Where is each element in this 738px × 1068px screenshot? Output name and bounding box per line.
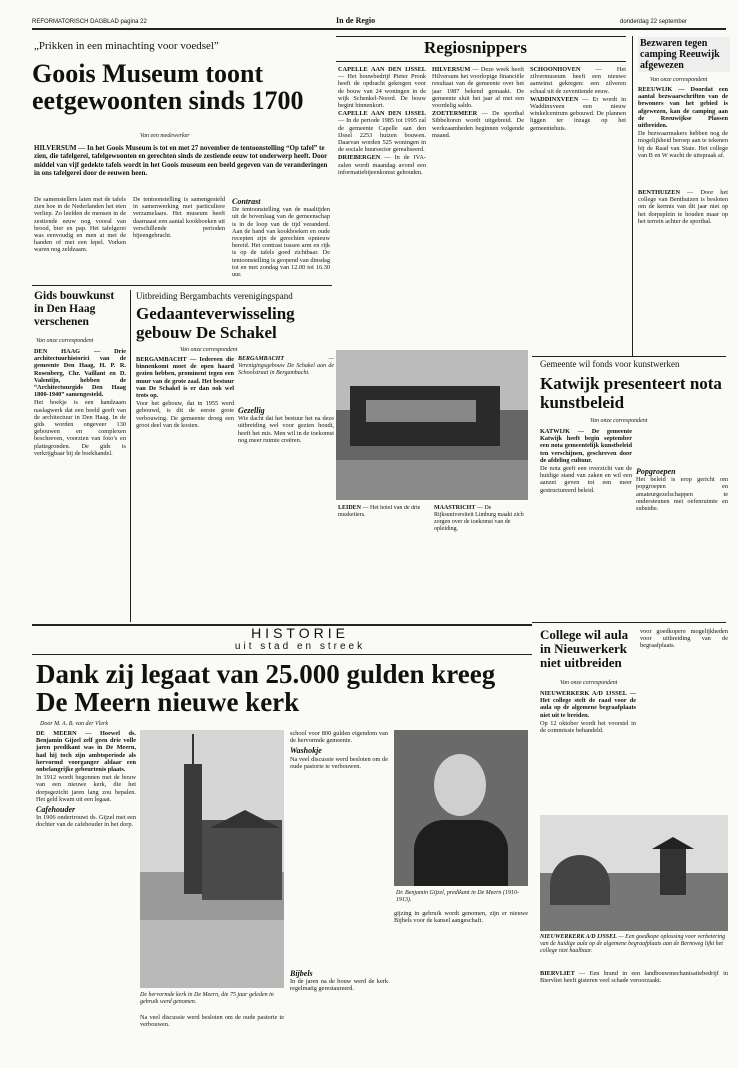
- college-side-text: voor goedkopere mogelijkheden voor uitbreiding van de begraafplaats.: [640, 628, 728, 650]
- main-col-1: [34, 196, 126, 282]
- katwijk-kicker: Gemeente wil fonds voor kunstwerken: [540, 359, 680, 369]
- historie-text-3b: Na veel discussie werd besloten om de oude pastorie te verbouwen.: [290, 755, 388, 770]
- page-date: donderdag 22 september: [620, 19, 688, 25]
- nieuwerkerk-caption: Een goedkope oplossing voor verbetering van de huidige aula op de algemene begraafplaats aan de Bermweg lijkt het college niet haalbaar.: [540, 934, 726, 954]
- main-headline: Goois Museum toont eetgewoonten sinds 1700: [32, 59, 304, 115]
- main-subhead-contrast: Contrast: [232, 197, 261, 206]
- bouwkunst-lead: DEN HAAG — Drie architectuurhistorici van de gemeente Den Haag, H. P. R. Rosenberg, Chr. Vaillant en D. Valentijn, hebben de “Architectuurgids Den Haag 1800-1940” samengesteld.: [34, 348, 126, 399]
- maastricht-caption: De Rijksuniversiteit Limburg maakt zich zorgen over de toekomst van de opleiding.: [434, 505, 524, 532]
- historie-col-church-bottom: [140, 1014, 284, 1050]
- main-byline: Van een medewerker: [140, 133, 190, 139]
- bezwaren-lead: REEUWIJK — Doordat een aantal bezwaarschriften van de bewoners van het gebied is afgewezen, kan de camping aan de Reeuwijkse Plassen uitbreiden.: [638, 86, 728, 130]
- historie-byline: Door M. A. B. van der Vlerk: [40, 721, 109, 727]
- regio-col-3: [530, 66, 626, 286]
- historie-text-3: Na veel discussie werd besloten om de oude pastorie te verbouwen.: [140, 1014, 284, 1029]
- college-side: [640, 628, 728, 810]
- katwijk-text-2: Het beleid is erop gericht om popgroepen en amateurgezelschappen te ondersteunen met oefenruimte en subsidie.: [636, 476, 728, 513]
- historie-col-4: [394, 910, 528, 1050]
- historie-lead: DE MEERN — Hoewel ds. Benjamin Gijzel zelf geen drie volle jaren predikant was in De Meern, had hij toch zijn ambtsperiode als hervormd voorganger aldaar een onbelangrijke gebeurtenis plaats.: [36, 730, 136, 774]
- leiden-cap-place: LEIDEN: [338, 505, 362, 511]
- katwijk-byline: Van onze correspondent: [590, 418, 648, 424]
- bezwaren-sub: BENTHUIZEN: [638, 189, 680, 197]
- bezwaren-headline: Bezwaren tegen camping Reeuwijk afgewezen: [638, 37, 730, 72]
- maastricht-caption-box: MAASTRICHT — De Rijksuniversiteit Limburg maakt zich zorgen over de toekomst van de opleiding.: [434, 505, 524, 532]
- schakel-text: Voor het gebouw, dat in 1955 werd gebouwd, is dit de eerste grote verbouwing. De gemeente droeg een groot deel van de kosten.: [136, 400, 234, 429]
- portrait-photo: [394, 730, 528, 886]
- main-text-1: De samenstellers laten met de tafels zien hoe in de Nederlanden het eten verliep. Zo leefden de mensen in de zestiende eeuw nog vooral van brood, bier en pap. Het tafelgerei was eenvoudig en men at met de handen of met een lepel. Vorken waren nog zeldzaam.: [34, 196, 126, 254]
- katwijk-col-2: [636, 428, 728, 616]
- bouwkunst-byline: Van onze correspondent: [36, 338, 94, 344]
- katwijk-subhead: Popgroepen: [636, 467, 676, 476]
- historie-text: In 1912 wordt begonnen met de bouw van een nieuwe kerk, die het dorpsgezicht jaren lang zou bepalen. Het geld kwam uit een legaat.: [36, 774, 136, 803]
- bouwkunst-body: [34, 348, 126, 622]
- historie-sublabel: uit stad en streek: [234, 641, 366, 652]
- section-title: In de Regio: [336, 16, 376, 25]
- schakel-byline: Van onze correspondent: [180, 347, 238, 353]
- college-byline: Van onze correspondent: [560, 680, 618, 686]
- historie-subhead-cafehouder: Cafehouder: [36, 805, 76, 815]
- historie-col-right: gijzing in gebruik wordt genomen, zijn er nieuwe Bijbels voor de kansel aangeschaft.: [394, 910, 528, 925]
- historie-text-2: In 1906 ondertrouwt ds. Gijzel met een dochter van de cafehouder in het dorp.: [36, 814, 136, 829]
- bezwaren-text-2: Door het college van Benthuizen is besloten om de kermis van dit jaar niet op het dorpsplein te houden maar op het terrein achter de sporthal.: [638, 189, 728, 225]
- bezwaren-body: REEUWIJK — Doordat een aantal bezwaarschriften van de bewoners van het gebied is afgewezen, kan de camping aan de Reeuwijkse Plassen uitbreiden. De bezwaarmakers hebben nog de mogelijkheid beroep aan te tekenen bij de Raad van State. Het college van B en W wacht de uitspraak af. BENTHUIZEN — Door het college van Benthuizen is besloten om de kermis van dit jaar niet op het dorpsplein te houden maar op het terrein achter de sporthal.: [638, 86, 728, 225]
- nieuwerkerk-cap-place: NIEUWERKERK A/D IJSSEL: [540, 934, 617, 940]
- schakel-col-2: BERGAMBACHT — Verenigingsgebouw De Schakel aan de Schoolstraat in Bergambacht. Gezellig Wie dacht dat het bestuur het na deze uitbreiding wel voor gezien houdt, heeft het mis. Men wil in de toekomst nog meer ruimte creëren.: [238, 356, 334, 444]
- main-text-3: De tentoonstelling van de maaltijden uit de bovenlaag van de gemeenschap is in de loop van de tijd veranderd. Aan de hand van kookboeken en oude recepten zijn de gerechten opnieuw bereid. Het contrast tussen arm en rijk is op de tafels goed zichtbaar. De tentoonstelling is geopend van dinsdag tot en met zondag van 12.00 tot 16.30 uur.: [232, 206, 330, 279]
- main-col-2: [133, 196, 225, 282]
- nieuwerkerk-photo: [540, 815, 728, 931]
- katwijk-col-1: [540, 428, 632, 616]
- historie-col-1: [36, 730, 136, 1048]
- main-col-3: [232, 130, 330, 282]
- schakel-cap-place: BERGAMBACHT: [238, 356, 285, 362]
- biervliet-text: Een brand in een landbouwmechanisatiebedrijf in Biervliet heeft gisteren veel schade veroorzaakt.: [540, 970, 728, 985]
- historie-col-mid: school voor 800 gulden eigendom van de hervormde gemeente.: [290, 730, 388, 745]
- main-kicker: „Prikken in een minachting voor voedsel”: [34, 40, 219, 52]
- maastricht-cap-place: MAASTRICHT: [434, 505, 476, 511]
- nieuwerkerk-caption-box: NIEUWERKERK A/D IJSSEL — Een goedkope oplossing voor verbetering van de huidige aula op de algemene begraafplaats aan de Bermweg lijkt het college niet haalbaar.: [540, 934, 726, 954]
- schakel-lead: BERGAMBACHT — Iedereen die binnenkomt moet de open haard gezien hebben, prominent tegen een muur van de grote zaal. Het bestuur van De Schakel is er dan ook wel trots op.: [136, 356, 234, 400]
- schakel-headline: Gedaanteverwisseling gebouw De Schakel: [136, 304, 295, 342]
- historie-subhead-bijbels: Bijbels: [290, 969, 313, 979]
- katwijk-text: De nota geeft een overzicht van de huidige stand van zaken en wil een aanzet geven tot een meer gestructureerd beleid.: [540, 465, 632, 494]
- katwijk-lead: KATWIJK — De gemeente Katwijk heeft begin september een nota gemeentelijk kunstbeleid ten verschijnen, geschreven door de afdeling cultuur.: [540, 428, 632, 464]
- regio-header: Regiosnippers: [424, 38, 527, 57]
- main-lead: HILVERSUM — In het Goois Museum is tot en met 27 november de tentoonstelling “Op tafel” te zien, die tafelgerei, tafelgewoonten en gerechten sinds de zestiende eeuw tot onderwerp heeft. Door middel van vijf gedekte tafels wordt in het Goois museum een beeld gegeven van de veranderingen in ons tafelgerei door de eeuwen heen.: [34, 144, 328, 178]
- regio-item: ZOETERMEER — De sporthal Sibbeltoren wordt uitgebreid. De werkzaamheden beginnen volgende maand.: [432, 110, 524, 139]
- regio-col-1: [338, 66, 426, 286]
- katwijk-headline: Katwijk presenteert nota kunstbeleid: [540, 374, 722, 412]
- historie-subhead-washokje: Washokje: [290, 746, 322, 756]
- bouwkunst-headline: Gids bouwkunst in Den Haag verschenen: [34, 290, 115, 328]
- college-lead: NIEUWERKERK A/D IJSSEL — Het college stelt de raad voor de aula op de algemene begraafplaats niet uit te breiden.: [540, 690, 636, 719]
- leiden-caption: Het hotel van de drie musketiers.: [338, 505, 421, 518]
- paper-masthead: REFORMATORISCH DAGBLAD pagina 22: [32, 19, 147, 25]
- church-caption: De hervormde kerk in De Meern, die 75 jaar geleden in gebruik werd genomen.: [140, 992, 274, 1005]
- church-photo: [140, 730, 284, 988]
- college-text: Op 12 oktober wordt het voorstel in de commissie behandeld.: [540, 719, 636, 735]
- historie-label: HISTORIE: [251, 625, 349, 641]
- regio-col-2: [432, 66, 524, 286]
- regio-item: DRIEBERGEN — In de IVA-zalen wordt maandag avond een informatiebijeenkomst gehouden.: [338, 154, 426, 176]
- regio-item: WADDINXVEEN — Er wordt in Waddinxveen een nieuw winkelcentrum gebouwd. De plannen liggen ter inzage op het gemeentehuis.: [530, 95, 626, 132]
- historie-col-3: [290, 730, 388, 1050]
- schakel-text-2: Wie dacht dat het bestuur het na deze uitbreiding wel voor gezien houdt, heeft het mis. Men wil in de toekomst nog meer ruimte creëren.: [238, 415, 334, 444]
- college-headline: College wil aula in Nieuwerkerk niet uitbreiden: [540, 627, 629, 670]
- historie-text-4: In de jaren na de bouw werd de kerk regelmatig gerestaureerd.: [290, 978, 388, 993]
- bouwkunst-text: Het boekje is een handzaam naslagwerk dat een beeld geeft van de architectuur in Den Haag. In de gids worden ongeveer 130 gebouwen en complexen beschreven, voorzien van foto’s en plattegronden. De gids is verkrijgbaar bij de boekhandel.: [34, 399, 126, 457]
- historie-headline: Dank zij legaat van 25.000 gulden kreeg De Meern nieuwe kerk: [36, 659, 496, 717]
- schakel-subhead: Gezellig: [238, 406, 265, 415]
- regio-item: HILVERSUM — Deze week heeft Hilversum het voorlopige financiële resultaat van de gemeente over het jaar 1987 bekend gemaakt. De gemeente sluit het jaar af met een voordelig saldo.: [432, 66, 524, 110]
- portrait-caption: Dr. Benjamin Gijzel, predikant in De Meern (1910-1913).: [396, 890, 519, 903]
- biervliet-place: BIERVLIET: [540, 970, 575, 977]
- bezwaren-text: De bezwaarmakers hebben nog de mogelijkheid beroep aan te tekenen bij de Raad van State. Het college van B en W wacht de uitspraak af.: [638, 130, 728, 159]
- main-text-2: De tentoonstelling is samengesteld in samenwerking met particuliere verzamelaars. Het museum heeft daarnaast een aantal kookboeken uit verschillende perioden bijeengebracht.: [133, 196, 225, 240]
- schakel-caption: Verenigingsgebouw De Schakel aan de Schoolstraat in Bergambacht.: [238, 363, 334, 376]
- schakel-col-1: [136, 356, 234, 622]
- regio-item: CAPELLE AAN DEN IJSSEL — Het bouwbedrijf Pieter Pronk heeft de opdracht gekregen voor de bouw van 24 woningen in de wijk Schenkel-Noord. De bouw begint binnenkort.: [338, 66, 426, 110]
- schakel-photo: [336, 350, 528, 500]
- bezwaren-byline: Van onze correspondent: [650, 77, 708, 83]
- biervliet-box: BIERVLIET — Een brand in een landbouwmechanisatiebedrijf in Biervliet heeft gisteren veel schade veroorzaakt.: [540, 970, 728, 985]
- regio-item: SCHOONHOVEN — Het zilvermuseum heeft een nieuwe aanwinst gekregen: een zilveren schaal uit de zeventiende eeuw.: [530, 66, 626, 95]
- leiden-caption-box: LEIDEN — Het hotel van de drie musketiers.: [338, 505, 421, 518]
- schakel-kicker: Uitbreiding Bergambachts verenigingspand: [136, 291, 293, 301]
- college-body: [540, 690, 636, 810]
- regio-item: CAPELLE AAN DEN IJSSEL — In de periode 1985 tot 1995 zal de gemeente Capelle aan den IJssel 2253 huizen bouwen. Daarvan worden 525 woningen in de sociale huursector gerealiseerd.: [338, 110, 426, 154]
